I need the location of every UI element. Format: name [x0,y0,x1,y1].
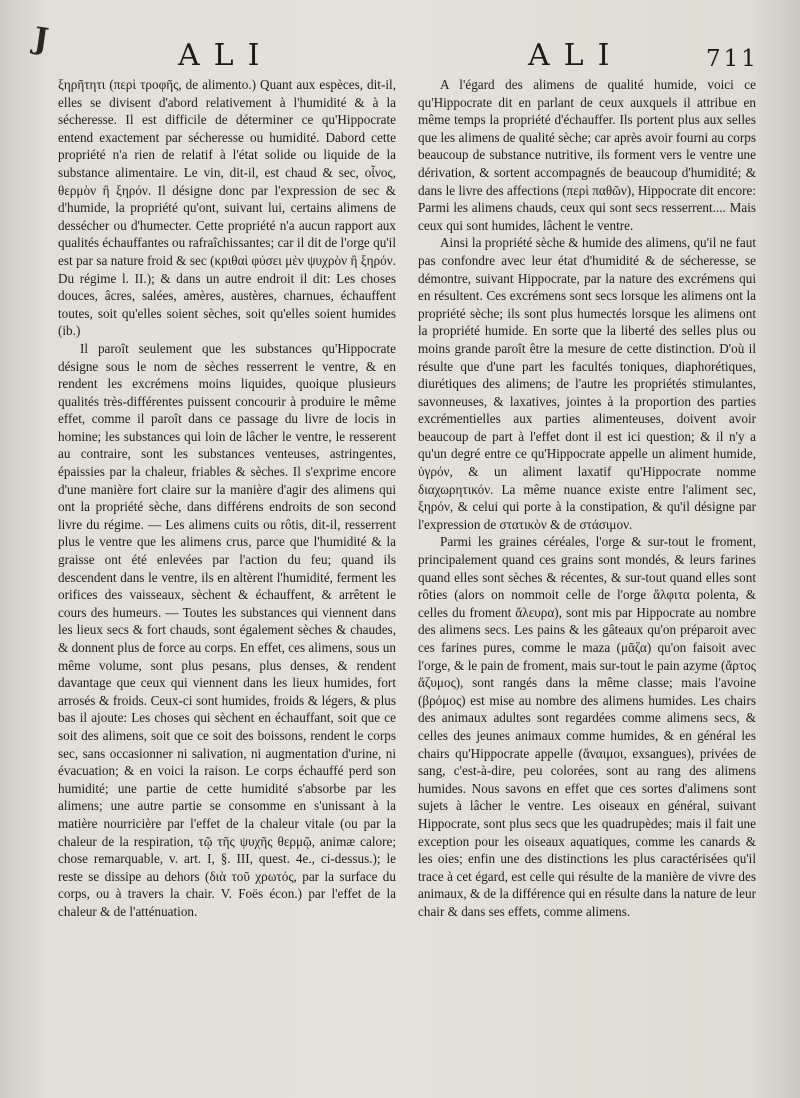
paragraph: Il paroît seulement que les substances qu'Hippocrate désigne sous le nom de sèches resserrent le ventre, & en rendent les excrémens moins liquides, quoique plusieurs qualités très-différentes puissent concourir à produire le même effet, comme il paroît dans ce passage du livre de locis in homine; les substances qui loin de lâcher le ventre, le resserent au contraire, sont les substances venteuses, astringentes, épaissies par la chaleur, friables & sèches. Il s'exprime encore d'une manière fort claire sur la manière d'agir des alimens qui ont la propriété sèche, dans différens endroits de son second livre du régime. — Les alimens cuits ou rôtis, dit-il, resserrent plus le ventre que les alimens crus, parce que l'humidité & la graisse ont été enlevées par l'action du feu; quand ils descendent dans le ventre, ils en altèrent l'humidité, ferment les orifices des vaisseaux, sèchent & échauffent, & arrêtent le cours des humeurs. — Toutes les substances qui viennent dans les lieux secs & fort chauds, sont également sèches & chaudes, & donnent plus de force au corps. En effet, ces alimens, sous un même volume, sont plus pesans, plus denses, & rendent davantage que ceux qui viennent dans les lieux humides, fort arrosés & froids. Ceux-ci sont humides, froids & légers, & plus bas il ajoute: Les choses qui sèchent en échauffant, soit que ce soit des alimens, soit que ce soit des boissons, rendent le corps sec, sans occasionner ni salivation, ni augmentation d'urine, ni évacuation; & en voici la raison. Le corps échauffé perd son humidité; une partie de cette humidité s'absorbe par les alimens; une autre partie se consomme en s'unissant à la matière nourricière par l'effet de la chaleur vitale (ou par la chaleur de la respiration, τῷ τῆς ψυχῆς θερμῷ, animæ calore; chose remarquable, v. art. I, §. III, quest. 4e., ci-dessus.); le reste se dissipe au dehors (διὰ τοῦ χρωτός, par la surface du corps, ou à travers la chair. V. Foës écon.) par l'effet de la chaleur & de l'atténuation. [58,340,396,919]
left-column [58,76,396,921]
margin-mark: J [31,21,51,58]
paragraph: ξηρῆτητι (περὶ τροφῆς, de alimento.) Quant aux espèces, dit-il, elles se divisent d'abord relativement à l'humidité & à la sécheresse. Il est difficile de déterminer ce qu'Hippocrate entend exactement par sécheresse ou humidité. Dabord cette propriété n'a rien de relatif à l'état solide ou liquide de la substance alimentaire. Le vin, dit-il, est chaud & sec, οἶνος, θερμὸν ἢ ξηρόν. Il désigne donc par l'expression de sec & d'humide, la propriété qu'ont, suivant lui, certains alimens de dessécher ou d'humecter. Cette propriété n'a aucun rapport aux qualités échauffantes ou rafraîchissantes; car il dit de l'orge qu'il est par sa nature froid & sec (κριθαὶ φύσει μὲν ψυχρὸν ἢ ξηρόν. Du régime l. II.); & dans un autre endroit il dit: Les choses douces, âcres, salées, amères, austères, charnues, échauffent toutes, soit qu'elles soient sèches, soit qu'elles soient humides (ib.) [58,77,396,339]
page-number: 711 [706,46,759,72]
running-head-left: ALI [178,38,274,73]
right-column [418,76,756,921]
paragraph: A l'égard des alimens de qualité humide, voici ce qu'Hippocrate dit en parlant de ceux auxquels il attribue en même temps la propriété d'échauffer. Ils portent plus aux selles que les alimens de qualité sèche; car après avoir fourni au corps beaucoup de substance nutritive, ils forment vers le ventre une dérivation, & sortent accompagnés de beaucoup d'humidité; & dans le livre des affections (περὶ παθῶν), Hippocrate dit encore: Parmi les alimens chauds, ceux qui sont secs resserrent.... Mais ceux qui sont humides, lâchent le ventre. [418,77,756,233]
paragraph: Parmi les graines céréales, l'orge & sur-tout le froment, principalement quand ces grains sont mondés, & leurs farines quand elles sont sèches & récentes, & sur-tout quand elles sont rôties (alors on nommoit celle de l'orge ἄλφιτα polenta, & celles du froment ἄλευρα), sont mis par Hippocrate au nombre des alimens secs. Les pains & les gâteaux qu'on préparoit avec ces farines pures, comme le maza (μᾶζα) qu'on faisoit avec l'orge, & le pain de froment, mais sur-tout le pain azyme (ἄρτος ἄζυμος), sont rangés dans la même classe; mais l'avoine (βρόμος) est mise au nombre des alimens humides. Les chairs des animaux adultes sont regardées comme alimens secs, & celles des jeunes animaux comme humides, & en général les chairs qu'Hippocrate appelle (ἄναιμοι, exsangues), privées de sang, c'est-à-dire, peu colorées, sont au rang des alimens humides. Nous savons en effet que ces sortes d'alimens sont sujets à lâcher le ventre. Les oiseaux en général, suivant Hippocrate, sont plus secs que les quadrupèdes; mais il fait une exception pour les oiseaux aquatiques, comme les canards & les oies; enfin une des distinctions les plus caractérisées qu'il trace à cet égard, est celle qui résulte de la manière de vivre des animaux, & de la différence qui en résulte dans la nature de leur chair & dans ses effets, comme alimens. [418,534,756,919]
paragraph: Ainsi la propriété sèche & humide des alimens, qu'il ne faut pas confondre avec leur état d'humidité & de sécheresse, se démontre, suivant Hippocrate, par la nature des excrémens qui en résultent. Ces excrémens sont secs lorsque les alimens ont la propriété sèche; ils sont plus humectés lorsque les alimens ont la propriété humide. En sorte que la liberté des selles plus ou moins grande paroît être la mesure de cette distinction. D'où il résulte que d'une part les facultés toniques, diaphorétiques, diurétiques des alimens; de l'autre les propriétés stimulantes, savonneuses, & laxatives, jointes à la proportion des parties excrémentielles aux parties alimenteuses, doivent avoir beaucoup de part à l'effet dont il est ici question; & il n'y a qu'un degré entre ce qu'Hippocrate appelle un aliment humide, ὑγρόν, & un aliment laxatif qu'Hippocrate nomme διαχωρητικόν. La même nuance existe entre l'aliment sec, ξηρόν, & celui qui porte à la constipation, & qu'il désigne par l'expression de στατικὸν & de στάσιμον. [418,235,756,532]
running-head-right: ALI [528,38,624,73]
